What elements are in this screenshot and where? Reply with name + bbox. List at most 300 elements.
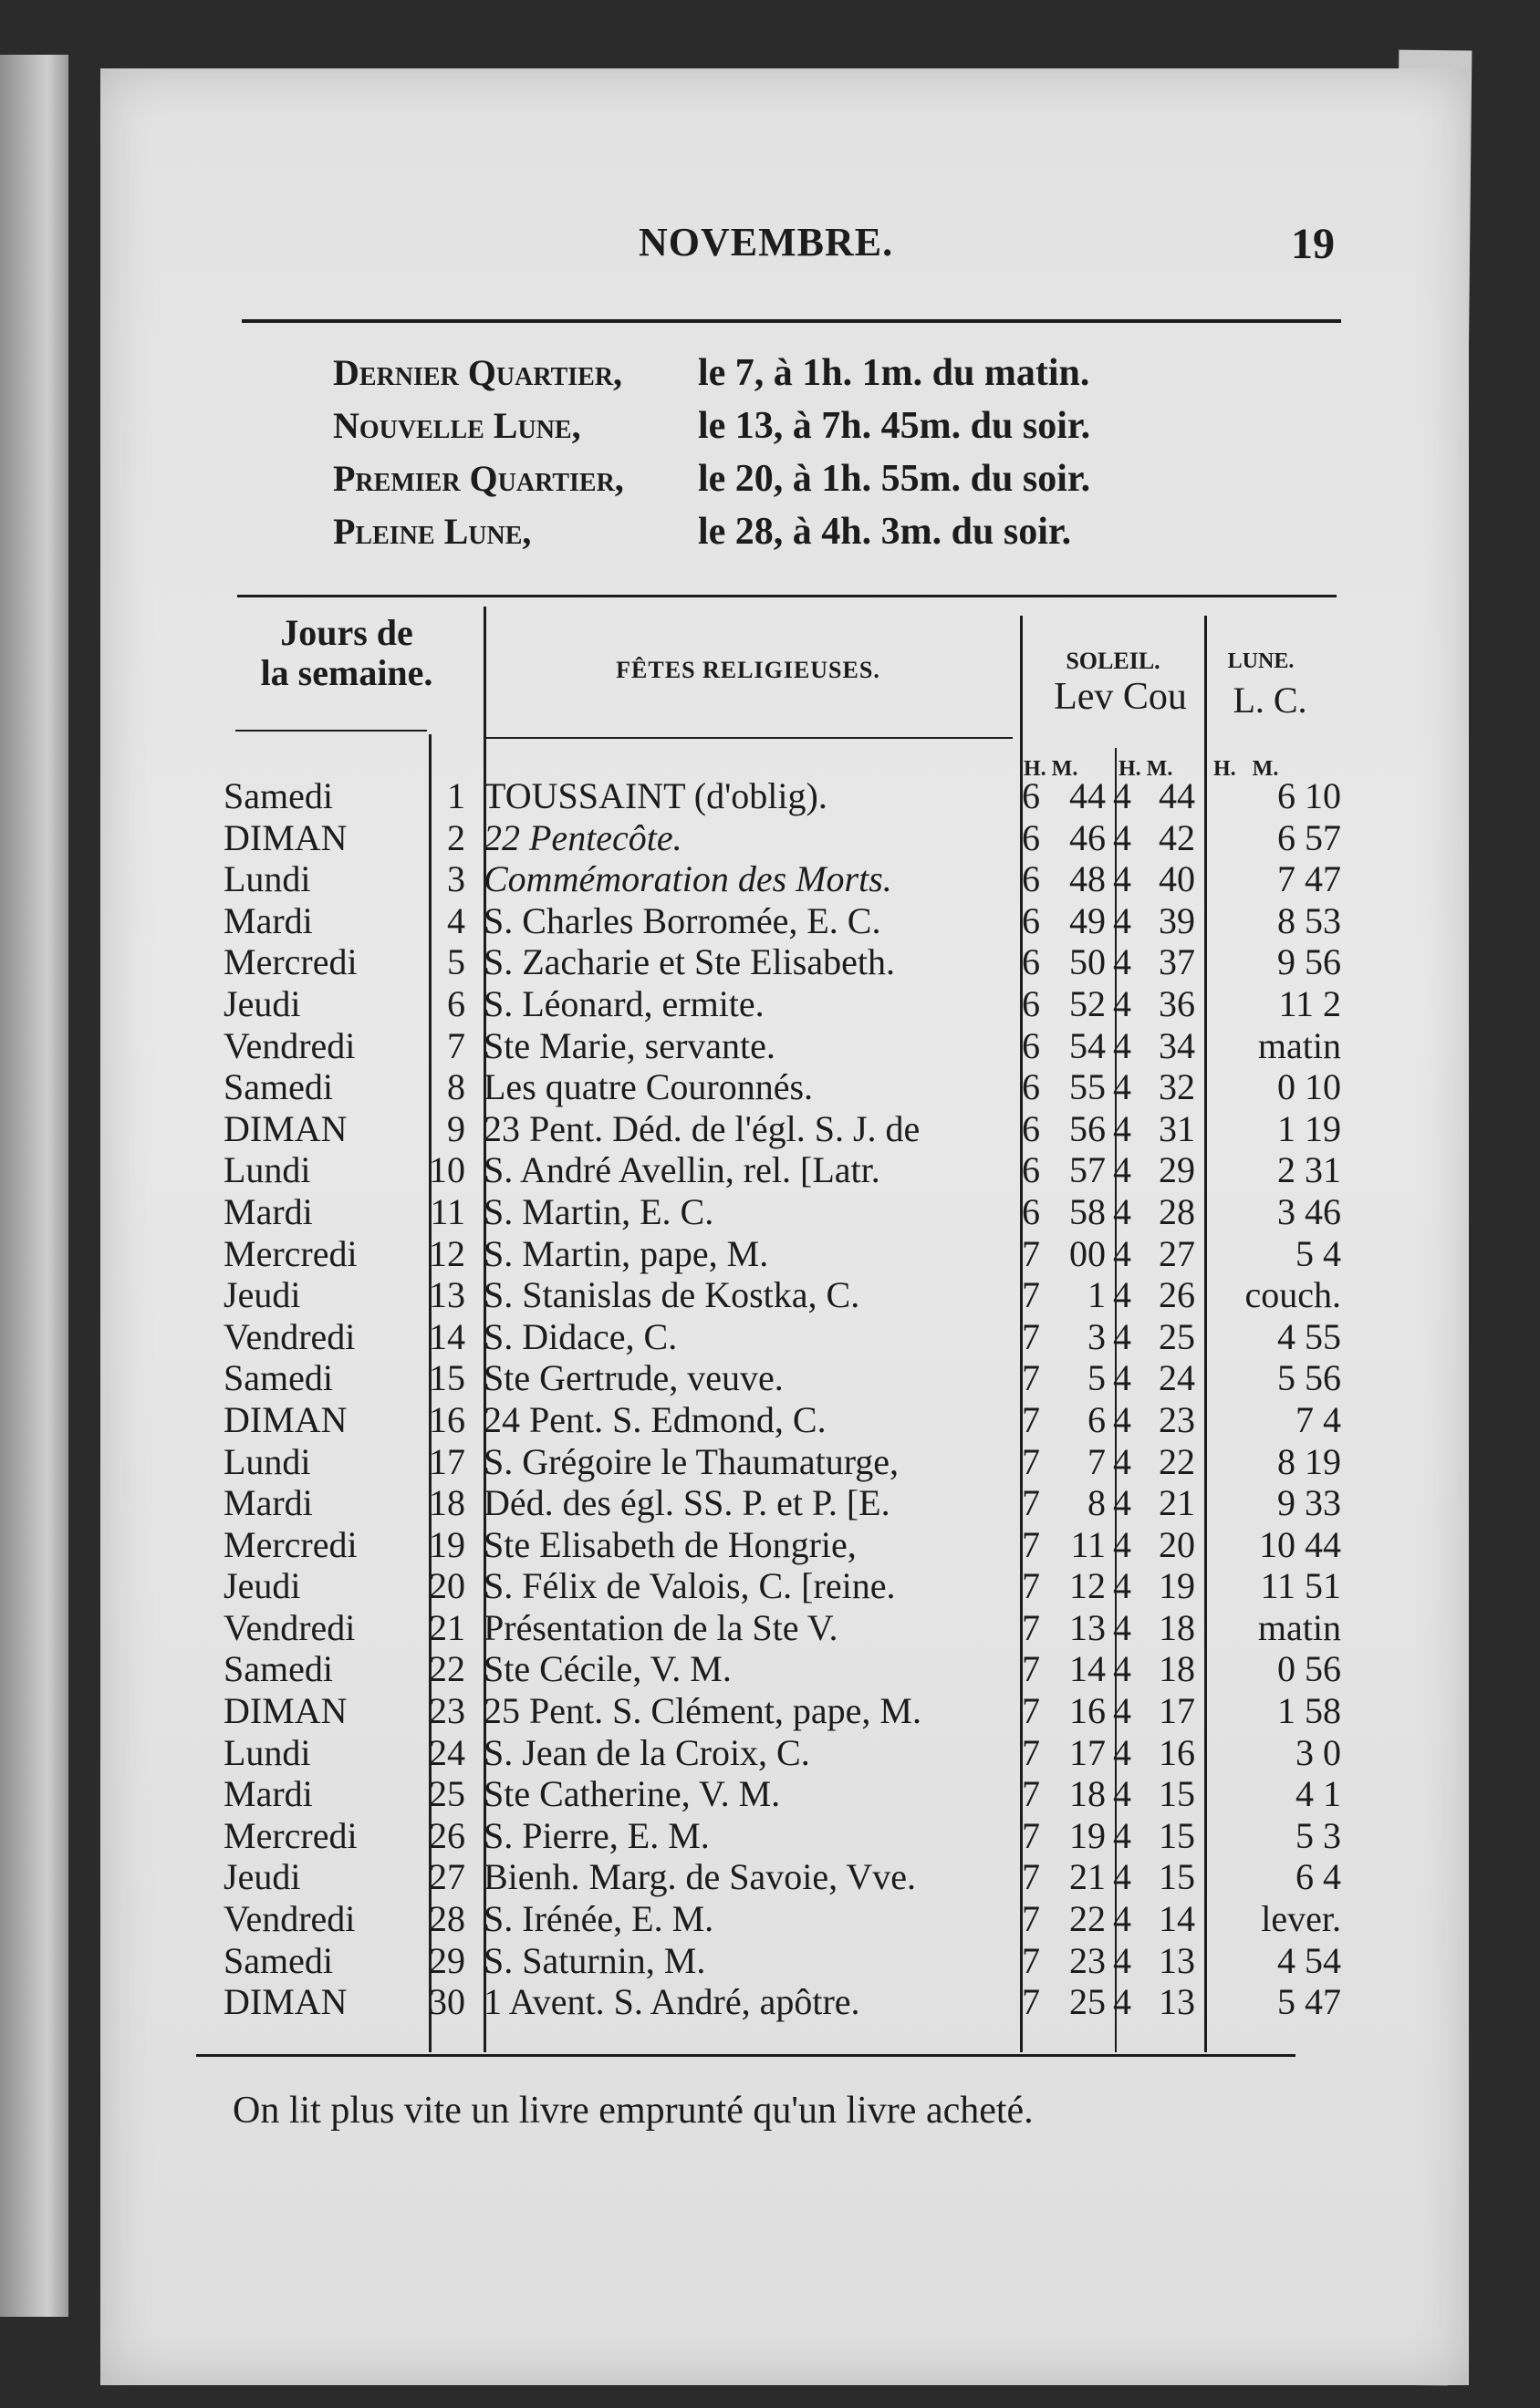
day-number: 15 [429, 1357, 465, 1399]
sunset-hour: 4 [1113, 1773, 1131, 1815]
moon-time: 0 10 [1277, 1066, 1341, 1108]
sunset-minute: 28 [1159, 1190, 1195, 1232]
sunrise-minute: 23 [1069, 1939, 1106, 1981]
table-row [219, 1898, 1341, 1940]
sunset-hour: 4 [1113, 1648, 1131, 1690]
sunrise-hour: 6 [1022, 1066, 1040, 1108]
sunset-minute: 24 [1159, 1357, 1195, 1399]
day-number: 21 [429, 1606, 465, 1648]
moon-time: 11 51 [1260, 1565, 1341, 1607]
day-name: Mardi [224, 899, 313, 941]
table-row [219, 775, 1341, 817]
sunrise-hour: 7 [1022, 1315, 1040, 1357]
footer-proverb: On lit plus vite un livre emprunté qu'un livre acheté. [233, 2090, 1034, 2132]
day-name: Samedi [224, 1939, 333, 1981]
moon-time: 5 4 [1295, 1232, 1341, 1274]
day-number: 23 [429, 1690, 465, 1732]
sunrise-minute: 11 [1070, 1523, 1106, 1565]
moon-phase-name: Dernier Quartier, [333, 352, 623, 393]
day-number: 11 [430, 1190, 465, 1232]
religious-feast: S. André Avellin, rel. [Latr. [484, 1149, 880, 1191]
sunrise-minute: 21 [1069, 1856, 1106, 1898]
table-row [219, 1523, 1341, 1566]
moon-phase-time: le 28, à 4h. 3m. du soir. [698, 511, 1072, 553]
sunrise-hour: 6 [1022, 899, 1040, 941]
sunrise-minute: 44 [1069, 775, 1106, 816]
sunset-hour: 4 [1113, 1440, 1131, 1482]
moon-time: 8 19 [1277, 1440, 1341, 1482]
religious-feast: S. Zacharie et Ste Elisabeth. [484, 941, 895, 983]
sunrise-hour: 6 [1022, 1149, 1040, 1191]
sunrise-minute: 57 [1069, 1149, 1106, 1191]
sunrise-hour: 6 [1022, 775, 1040, 816]
sunrise-hour: 7 [1022, 1482, 1040, 1524]
religious-feast: Commémoration des Morts. [484, 858, 892, 900]
table-row [219, 1190, 1341, 1233]
sunset-minute: 42 [1159, 816, 1195, 858]
day-name: Vendredi [224, 1898, 356, 1940]
moon-phase-time: le 7, à 1h. 1m. du matin. [698, 352, 1090, 394]
sunset-minute: 29 [1159, 1149, 1195, 1191]
day-number: 8 [447, 1066, 465, 1108]
sunrise-hour: 7 [1022, 1898, 1040, 1940]
sunrise-minute: 55 [1069, 1066, 1106, 1108]
sunset-minute: 22 [1159, 1440, 1195, 1482]
table-row [219, 1357, 1341, 1399]
sunrise-hour: 7 [1022, 1440, 1040, 1482]
day-number: 12 [429, 1232, 465, 1274]
table-top-rule [237, 595, 1337, 597]
table-bottom-rule [196, 2054, 1295, 2057]
day-name: Vendredi [224, 1315, 356, 1357]
sunrise-hm-label: H. M. [1024, 757, 1078, 781]
sunset-hour: 4 [1113, 1523, 1131, 1565]
table-row [219, 1731, 1341, 1774]
moon-phase-row [333, 351, 1245, 404]
moon-time: couch. [1244, 1274, 1341, 1316]
sunrise-hour: 7 [1022, 1814, 1040, 1856]
day-number: 25 [429, 1773, 465, 1815]
sunrise-minute: 58 [1069, 1190, 1106, 1232]
sunset-minute: 16 [1159, 1731, 1195, 1773]
sunrise-minute: 13 [1069, 1606, 1106, 1648]
sunset-hour: 4 [1113, 1690, 1131, 1732]
day-number: 24 [429, 1731, 465, 1773]
day-number: 13 [429, 1274, 465, 1316]
table-row [219, 1066, 1341, 1108]
day-name: DIMAN [224, 1690, 348, 1732]
table-row [219, 1232, 1341, 1275]
sunset-hour: 4 [1113, 1731, 1131, 1773]
sunrise-minute: 8 [1087, 1482, 1106, 1524]
religious-feast: Ste Elisabeth de Hongrie, [484, 1523, 857, 1565]
sunrise-hour: 7 [1022, 1523, 1040, 1565]
day-name: Mardi [224, 1190, 313, 1232]
religious-feast: S. Martin, pape, M. [484, 1232, 769, 1274]
sunset-hour: 4 [1113, 816, 1131, 858]
sunset-minute: 13 [1159, 1939, 1195, 1981]
table-row [219, 982, 1341, 1025]
moon-time: 10 44 [1259, 1523, 1341, 1565]
moon-time: 6 57 [1277, 816, 1341, 858]
moon-time: 0 56 [1277, 1648, 1341, 1690]
sunrise-minute: 6 [1087, 1398, 1106, 1440]
religious-feast: S. Pierre, E. M. [484, 1814, 710, 1856]
sunset-hour: 4 [1113, 1898, 1131, 1940]
day-number: 9 [447, 1107, 465, 1149]
days-header-line2: la semaine. [260, 652, 433, 693]
table-row [219, 816, 1341, 859]
header-rule [242, 319, 1341, 323]
moon-time: 5 56 [1277, 1357, 1341, 1399]
day-name: Samedi [224, 1648, 333, 1690]
sunrise-hour: 7 [1022, 1565, 1040, 1607]
table-row [219, 1648, 1341, 1690]
table-row [219, 1856, 1341, 1898]
moon-time: 4 1 [1295, 1773, 1341, 1815]
religious-feast: S. Léonard, ermite. [484, 982, 765, 1024]
table-row [219, 1274, 1341, 1316]
sunset-minute: 31 [1159, 1107, 1195, 1149]
moon-time: 6 4 [1295, 1856, 1341, 1898]
day-name: Mercredi [224, 941, 358, 983]
sunrise-minute: 18 [1069, 1773, 1106, 1815]
day-number: 26 [429, 1814, 465, 1856]
day-number: 29 [429, 1939, 465, 1981]
day-name: Mercredi [224, 1232, 358, 1274]
moon-time: 9 33 [1277, 1482, 1341, 1524]
sunset-minute: 36 [1159, 982, 1195, 1024]
soleil-header: SOLEIL. [1066, 648, 1160, 674]
moon-time: 1 19 [1277, 1107, 1341, 1149]
sunset-minute: 27 [1159, 1232, 1195, 1274]
sunrise-minute: 25 [1069, 1981, 1106, 2023]
sunset-hour: 4 [1113, 1981, 1131, 2023]
moon-time: 6 10 [1277, 775, 1341, 816]
sunset-minute: 25 [1159, 1315, 1195, 1357]
table-row [219, 899, 1341, 942]
table-row [219, 1440, 1341, 1483]
sunrise-hour: 7 [1022, 1274, 1040, 1316]
moon-phase-row [333, 510, 1245, 563]
sunset-hour: 4 [1113, 1066, 1131, 1108]
day-number: 2 [447, 816, 465, 858]
lune-header: LUNE. [1227, 649, 1295, 673]
sunrise-minute: 19 [1069, 1814, 1106, 1856]
header-bottom-rule [235, 730, 427, 732]
lune-subheader: L. C. [1233, 680, 1307, 721]
sunset-minute: 44 [1159, 775, 1195, 816]
moon-phase-row [333, 404, 1245, 457]
day-number: 20 [429, 1565, 465, 1607]
moon-time: 7 4 [1295, 1398, 1341, 1440]
moon-phase-name: Pleine Lune, [333, 511, 532, 552]
religious-feast: S. Irénée, E. M. [484, 1898, 714, 1940]
sunrise-minute: 22 [1069, 1898, 1106, 1940]
sunset-hour: 4 [1113, 1606, 1131, 1648]
days-header-line1: Jours de [280, 612, 413, 653]
table-row [219, 1814, 1341, 1857]
day-name: Mardi [224, 1773, 313, 1815]
sunrise-minute: 49 [1069, 899, 1106, 941]
sunrise-minute: 16 [1069, 1690, 1106, 1732]
sunrise-hour: 7 [1022, 1690, 1040, 1732]
religious-feast: Présentation de la Ste V. [484, 1606, 838, 1648]
table-row [219, 1565, 1341, 1607]
table-row [219, 1690, 1341, 1732]
left-page-edge [0, 55, 68, 2317]
sunrise-hour: 7 [1022, 1981, 1040, 2023]
sunrise-hour: 7 [1022, 1939, 1040, 1981]
religious-feast: Ste Marie, servante. [484, 1024, 775, 1066]
moon-time: 2 31 [1277, 1149, 1341, 1191]
day-number: 17 [429, 1440, 465, 1482]
day-name: Mercredi [224, 1523, 358, 1565]
sunrise-minute: 54 [1069, 1024, 1106, 1066]
day-name: Samedi [224, 775, 333, 816]
sunset-minute: 15 [1159, 1856, 1195, 1898]
religious-feast: Les quatre Couronnés. [484, 1066, 814, 1108]
religious-feast: S. Jean de la Croix, C. [484, 1731, 810, 1773]
religious-feast: S. Saturnin, M. [484, 1939, 706, 1981]
moon-time: 7 47 [1277, 858, 1341, 900]
day-name: DIMAN [224, 1398, 348, 1440]
table-row [219, 1981, 1341, 2023]
day-name: Mardi [224, 1482, 313, 1524]
sunset-hour: 4 [1113, 1357, 1131, 1399]
religious-feast: Ste Cécile, V. M. [484, 1648, 732, 1690]
day-name: Lundi [224, 1440, 311, 1482]
day-number: 16 [429, 1398, 465, 1440]
sunset-minute: 18 [1159, 1648, 1195, 1690]
sunset-hour: 4 [1113, 1315, 1131, 1357]
sunset-minute: 37 [1159, 941, 1195, 983]
sunrise-hour: 7 [1022, 1648, 1040, 1690]
moon-time: 5 3 [1295, 1814, 1341, 1856]
day-number: 6 [447, 982, 465, 1024]
page-number: 19 [1291, 220, 1335, 268]
moon-phase-time: le 13, à 7h. 45m. du soir. [698, 405, 1091, 447]
sunrise-hour: 6 [1022, 1107, 1040, 1149]
religious-feast: S. Martin, E. C. [484, 1190, 714, 1232]
sunrise-minute: 12 [1069, 1565, 1106, 1607]
sunset-minute: 34 [1159, 1024, 1195, 1066]
religious-feast: 25 Pent. S. Clément, pape, M. [484, 1690, 921, 1732]
day-number: 18 [429, 1482, 465, 1524]
sunrise-minute: 3 [1087, 1315, 1106, 1357]
day-name: DIMAN [224, 816, 348, 858]
sunset-minute: 26 [1159, 1274, 1195, 1316]
day-name: Samedi [224, 1357, 333, 1399]
sunrise-hour: 6 [1022, 858, 1040, 900]
moon-phase-time: le 20, à 1h. 55m. du soir. [698, 458, 1091, 500]
moon-time: 9 56 [1277, 941, 1341, 983]
day-number: 1 [447, 775, 465, 816]
sunset-hm-label: H. M. [1119, 757, 1173, 781]
sunset-hour: 4 [1113, 1149, 1131, 1191]
sunset-hour: 4 [1113, 1939, 1131, 1981]
day-name: Jeudi [224, 1565, 301, 1607]
table-row [219, 1024, 1341, 1067]
day-name: Lundi [224, 1731, 311, 1773]
religious-feast: 23 Pent. Déd. de l'égl. S. J. de [484, 1107, 921, 1149]
moon-time: 11 2 [1278, 982, 1341, 1024]
moon-time: matin [1257, 1606, 1341, 1648]
day-name: Mercredi [224, 1814, 358, 1856]
religious-feast: 1 Avent. S. André, apôtre. [484, 1981, 860, 2023]
sunset-minute: 19 [1159, 1565, 1195, 1607]
day-name: DIMAN [224, 1981, 348, 2023]
moon-phase-name: Premier Quartier, [333, 458, 624, 499]
religious-feast: S. Charles Borromée, E. C. [484, 899, 881, 941]
day-number: 4 [447, 899, 465, 941]
day-number: 14 [429, 1315, 465, 1357]
day-name: Jeudi [224, 1274, 301, 1316]
sunset-hour: 4 [1113, 1814, 1131, 1856]
sunrise-hour: 7 [1022, 1398, 1040, 1440]
sunrise-minute: 5 [1087, 1357, 1106, 1399]
religious-feast: Déd. des égl. SS. P. et P. [E. [484, 1482, 890, 1524]
table-row [219, 1149, 1341, 1191]
day-name: Jeudi [224, 982, 301, 1024]
sunrise-minute: 00 [1069, 1232, 1106, 1274]
day-number: 3 [447, 858, 465, 900]
sunset-minute: 14 [1159, 1898, 1195, 1940]
sunset-hour: 4 [1113, 1024, 1131, 1066]
moon-phases [333, 351, 1245, 563]
day-number: 7 [447, 1024, 465, 1066]
sunrise-hour: 7 [1022, 1232, 1040, 1274]
day-number: 5 [447, 941, 465, 983]
header-bottom-rule-fetes [484, 737, 1013, 739]
day-name: Vendredi [224, 1024, 356, 1066]
religious-feast: TOUSSAINT (d'oblig). [484, 775, 827, 816]
sunset-hour: 4 [1113, 1107, 1131, 1149]
religious-feast: Ste Gertrude, veuve. [484, 1357, 784, 1399]
table-row [219, 1107, 1341, 1150]
calendar-rows [219, 775, 1341, 2023]
religious-feast: 22 Pentecôte. [484, 816, 682, 858]
sunset-hour: 4 [1113, 899, 1131, 941]
day-number: 27 [429, 1856, 465, 1898]
day-number: 10 [429, 1149, 465, 1191]
fetes-header: FÊTES RELIGIEUSES. [616, 657, 880, 683]
sunset-hour: 4 [1113, 1232, 1131, 1274]
sunrise-minute: 17 [1069, 1731, 1106, 1773]
moon-time: lever. [1261, 1898, 1341, 1940]
sunrise-hour: 7 [1022, 1606, 1040, 1648]
religious-feast: S. Félix de Valois, C. [reine. [484, 1565, 896, 1607]
sunset-hour: 4 [1113, 1856, 1131, 1898]
day-name: Lundi [224, 858, 311, 900]
sunset-minute: 13 [1159, 1981, 1195, 2023]
sunset-minute: 40 [1159, 858, 1195, 900]
moon-time: 3 46 [1277, 1190, 1341, 1232]
religious-feast: Ste Catherine, V. M. [484, 1773, 781, 1815]
sunrise-hour: 6 [1022, 982, 1040, 1024]
sunset-minute: 18 [1159, 1606, 1195, 1648]
moon-phase-name: Nouvelle Lune, [333, 405, 581, 446]
sunrise-minute: 56 [1069, 1107, 1106, 1149]
day-name: Vendredi [224, 1606, 356, 1648]
sunrise-minute: 46 [1069, 816, 1106, 858]
day-name: Samedi [224, 1066, 333, 1108]
table-row [219, 1606, 1341, 1649]
sunset-hour: 4 [1113, 858, 1131, 900]
sunset-hour: 4 [1113, 982, 1131, 1024]
moon-phase-row [333, 457, 1245, 510]
day-number: 22 [429, 1648, 465, 1690]
day-name: Lundi [224, 1149, 311, 1191]
sunset-hour: 4 [1113, 1190, 1131, 1232]
sunset-minute: 21 [1159, 1482, 1195, 1524]
sunrise-hour: 6 [1022, 1190, 1040, 1232]
sunset-minute: 23 [1159, 1398, 1195, 1440]
moon-time: 5 47 [1277, 1981, 1341, 2023]
religious-feast: S. Stanislas de Kostka, C. [484, 1274, 860, 1316]
sunset-minute: 15 [1159, 1773, 1195, 1815]
table-row [219, 1398, 1341, 1441]
sunset-hour: 4 [1113, 1398, 1131, 1440]
moon-time: 4 55 [1277, 1315, 1341, 1357]
religious-feast: Bienh. Marg. de Savoie, Vve. [484, 1856, 917, 1898]
sunrise-hour: 6 [1022, 1024, 1040, 1066]
moon-time: matin [1257, 1024, 1341, 1066]
sunrise-minute: 7 [1087, 1440, 1106, 1482]
sunrise-hour: 6 [1022, 816, 1040, 858]
moon-hm-label: H. M. [1213, 757, 1279, 781]
sunrise-minute: 1 [1087, 1274, 1106, 1316]
sunrise-hour: 7 [1022, 1856, 1040, 1898]
sunset-minute: 39 [1159, 899, 1195, 941]
sunset-minute: 17 [1159, 1690, 1195, 1732]
days-header [224, 613, 470, 693]
day-number: 19 [429, 1523, 465, 1565]
sunset-hour: 4 [1113, 775, 1131, 816]
sunrise-hour: 7 [1022, 1357, 1040, 1399]
sunset-hour: 4 [1113, 1482, 1131, 1524]
sunset-minute: 20 [1159, 1523, 1195, 1565]
day-number: 28 [429, 1898, 465, 1940]
moon-time: 1 58 [1277, 1690, 1341, 1732]
sunset-minute: 15 [1159, 1814, 1195, 1856]
sunrise-minute: 48 [1069, 858, 1106, 900]
page-title: NOVEMBRE. [639, 220, 894, 265]
religious-feast: S. Grégoire le Thaumaturge, [484, 1440, 900, 1482]
soleil-subheader: Lev Cou [1054, 676, 1187, 718]
religious-feast: S. Didace, C. [484, 1315, 678, 1357]
day-number: 30 [429, 1981, 465, 2023]
sunset-hour: 4 [1113, 941, 1131, 983]
sunrise-hour: 7 [1022, 1731, 1040, 1773]
table-row [219, 1773, 1341, 1815]
table-row [219, 1315, 1341, 1358]
sunset-minute: 32 [1159, 1066, 1195, 1108]
day-name: DIMAN [224, 1107, 348, 1149]
moon-time: 3 0 [1295, 1731, 1341, 1773]
table-row [219, 941, 1341, 983]
moon-time: 4 54 [1277, 1939, 1341, 1981]
table-row [219, 1939, 1341, 1982]
sunset-hour: 4 [1113, 1274, 1131, 1316]
table-row [219, 858, 1341, 900]
religious-feast: 24 Pent. S. Edmond, C. [484, 1398, 827, 1440]
sunrise-hour: 6 [1022, 941, 1040, 983]
moon-time: 8 53 [1277, 899, 1341, 941]
sunrise-minute: 14 [1069, 1648, 1106, 1690]
table-row [219, 1482, 1341, 1524]
sunrise-minute: 50 [1069, 941, 1106, 983]
